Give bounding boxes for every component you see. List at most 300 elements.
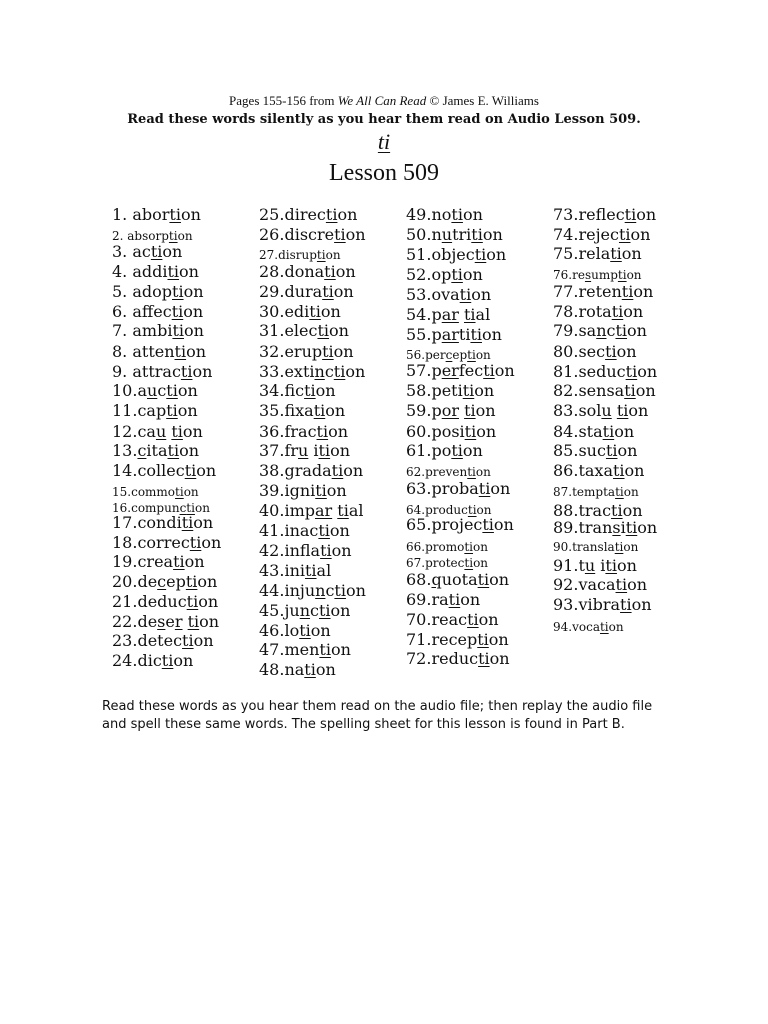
word-segment: on [489, 570, 510, 589]
phonogram-mark: ti [451, 265, 463, 284]
word-item [112, 632, 214, 650]
phonogram-mark: ti [482, 515, 494, 534]
phonogram-mark: ti [471, 225, 483, 244]
phonogram-mark: ti [614, 540, 624, 554]
word-segment: on [194, 501, 210, 515]
word-segment: c [324, 362, 334, 381]
word-segment: produc [425, 503, 468, 517]
word-segment: reac [431, 610, 468, 629]
phonogram-mark: ti [605, 441, 618, 460]
word-segment: on [320, 302, 341, 321]
word-item [112, 206, 201, 224]
word-item [553, 245, 642, 263]
word-segment: on [192, 362, 213, 381]
word-segment: proba [431, 479, 479, 498]
word-segment: sta [578, 422, 603, 441]
word-segment: on [180, 205, 201, 224]
word-segment: a [137, 381, 147, 400]
word-item [553, 226, 650, 244]
word-segment: fr [284, 441, 299, 460]
word-item [406, 206, 483, 224]
word-item [112, 613, 219, 631]
word-segment: on [476, 503, 492, 517]
word-item [259, 661, 336, 679]
word-item [112, 322, 204, 340]
word-segment: on [330, 640, 351, 659]
phonogram-mark: n [596, 321, 607, 340]
phonogram-mark: s [612, 518, 621, 537]
phonogram-mark: ti [605, 556, 617, 575]
instruction-heading: Read these words silently as you hear them read on Audio Lesson 509. [127, 112, 641, 127]
word-segment: taxa [578, 461, 613, 480]
word-number: 64. [406, 503, 426, 517]
word-segment: discre [284, 225, 335, 244]
phonogram-mark: ti [299, 621, 311, 640]
word-number: 94. [553, 620, 573, 634]
phonogram-mark: ti [624, 381, 636, 400]
word-segment: on [482, 225, 503, 244]
word-segment: on [486, 245, 507, 264]
word-segment: vibra [578, 595, 621, 614]
word-number: 84. [553, 422, 579, 441]
word-number: 82. [553, 381, 579, 400]
word-segment: on [345, 581, 366, 600]
phonogram-mark: s [584, 268, 592, 282]
word-item [259, 283, 354, 301]
word-number: 69. [406, 590, 432, 609]
word-number: 56. [406, 348, 426, 362]
word-segment: sec [578, 342, 606, 361]
word-item [553, 485, 639, 499]
word-segment: on [197, 572, 218, 591]
word-item [553, 462, 644, 480]
word-item [112, 485, 199, 499]
phonogram-mark: n [315, 581, 326, 600]
word-segment: on [489, 649, 510, 668]
word-segment: on [201, 533, 222, 552]
phonogram-mark: ti [610, 244, 622, 263]
phonogram-mark: ti [477, 570, 490, 589]
word-number: 66. [406, 540, 426, 554]
phonogram-mark: ti [464, 540, 474, 554]
word-segment: on [473, 556, 489, 570]
phonogram-mark: ti [467, 348, 476, 362]
book-title: We All Can Read [337, 93, 427, 108]
word-number: 92. [553, 575, 579, 594]
word-item [112, 593, 218, 611]
word-item [406, 382, 494, 400]
word-segment: on [337, 205, 358, 224]
word-segment: on [488, 630, 509, 649]
phonogram-mark: ti [448, 590, 461, 609]
word-number: 19. [112, 552, 138, 571]
word-segment: i [620, 518, 626, 537]
word-item [406, 611, 499, 629]
word-segment: on [310, 621, 331, 640]
word-segment: on [493, 515, 514, 534]
word-number: 70. [406, 610, 432, 629]
word-item [259, 343, 354, 361]
word-segment: rela [578, 244, 611, 263]
word-item [259, 363, 365, 381]
word-item [112, 229, 193, 243]
word-segment: trac [578, 501, 612, 520]
word-segment: i [308, 441, 319, 460]
word-segment: on [193, 631, 214, 650]
phonogram-mark: ti [185, 572, 198, 591]
word-segment: objec [431, 245, 475, 264]
word-item [112, 402, 198, 420]
word-segment: on [460, 590, 481, 609]
phonogram-mark: ti [318, 441, 331, 460]
word-item [406, 266, 483, 284]
word-segment: edi [284, 302, 310, 321]
word-segment: al [348, 501, 364, 520]
word-segment: p [431, 325, 442, 344]
word-segment: direc [284, 205, 326, 224]
word-segment: atten [132, 342, 175, 361]
word-item [406, 362, 515, 380]
word-segment: disrup [278, 248, 317, 262]
footer-instructions [102, 698, 682, 734]
word-number: 16. [112, 501, 132, 515]
word-segment: c [310, 601, 319, 620]
word-segment: on [631, 595, 652, 614]
phonogram-mark: ti [464, 556, 474, 570]
word-segment: p [431, 305, 442, 324]
word-number: 47. [259, 640, 285, 659]
phonogram-mark: n [299, 601, 311, 620]
word-item [259, 382, 336, 400]
word-segment: preven [425, 465, 468, 479]
word-item [406, 306, 490, 324]
word-item [259, 641, 351, 659]
phonogram-mark: ti [180, 362, 193, 381]
word-number: 86. [553, 461, 579, 480]
word-segment: on [608, 620, 624, 634]
word-segment: on [330, 601, 351, 620]
word-segment: on [636, 205, 657, 224]
word-segment: affec [132, 302, 172, 321]
word-segment: lo [284, 621, 300, 640]
word-segment: on [315, 381, 336, 400]
word-number: 32. [259, 342, 285, 361]
word-segment: on [177, 381, 198, 400]
word-number: 10. [112, 381, 138, 400]
word-number: 41. [259, 521, 285, 540]
word-segment: fic [284, 381, 305, 400]
word-number: 8. [112, 342, 128, 361]
word-number: 93. [553, 595, 579, 614]
word-number: 37. [259, 441, 285, 460]
word-item [259, 522, 350, 540]
word-item [406, 348, 491, 362]
phonogram-mark: ti [316, 248, 326, 262]
word-item [553, 343, 637, 361]
word-item [406, 226, 503, 244]
word-number: 9. [112, 362, 128, 381]
word-item [406, 591, 480, 609]
source-prefix: Pages 155-156 from [229, 93, 338, 108]
word-number: 57. [406, 361, 432, 380]
phonogram-mark: u [601, 401, 612, 420]
word-number: 80. [553, 342, 579, 361]
word-segment: on [628, 401, 649, 420]
phonogram-mark: ti [599, 620, 609, 634]
word-number: 3. [112, 242, 128, 261]
phonogram-mark: ti [621, 282, 634, 301]
word-segment: on [635, 381, 656, 400]
word-segment: addi [132, 262, 168, 281]
word-item [112, 283, 204, 301]
word-segment: on [627, 321, 647, 340]
phonogram-mark: ti [309, 302, 321, 321]
word-item [259, 423, 348, 441]
word-segment: imp [284, 501, 315, 520]
word-number: 88. [553, 501, 579, 520]
phonogram-mark: ti [168, 229, 178, 243]
phonogram-mark: ti [171, 422, 183, 441]
phonogram-mark: u [584, 556, 596, 575]
word-segment: on [199, 612, 220, 631]
word-segment: t [578, 556, 585, 575]
word-item [553, 363, 657, 381]
word-item [553, 268, 642, 282]
word-segment: on [623, 302, 644, 321]
phonogram-mark: ti [451, 441, 463, 460]
word-segment: on [182, 422, 203, 441]
word-number: 87. [553, 485, 573, 499]
phonogram-mark: u [147, 381, 158, 400]
word-segment: on [481, 325, 502, 344]
word-item [406, 442, 483, 460]
word-segment: reduc [431, 649, 479, 668]
phonogram-mark: ti [474, 245, 487, 264]
word-segment: re [572, 268, 585, 282]
word-number: 49. [406, 205, 432, 224]
source-citation [0, 93, 768, 109]
word-item [112, 573, 217, 591]
word-segment: infla [284, 541, 321, 560]
word-number: 42. [259, 541, 285, 560]
word-segment: on [616, 342, 637, 361]
phonogram-mark: ti [181, 513, 194, 532]
word-item [406, 286, 491, 304]
phonogram-mark: ti [316, 422, 329, 441]
word-number: 89. [553, 518, 579, 537]
word-number: 40. [259, 501, 285, 520]
word-number: 38. [259, 461, 285, 480]
word-segment: op [431, 265, 452, 284]
word-segment: on [179, 262, 199, 281]
word-segment: on [330, 441, 351, 460]
phonogram-mark: ti [602, 422, 615, 441]
word-segment: on [616, 556, 637, 575]
phonogram-mark: ti [325, 205, 338, 224]
word-item [259, 322, 349, 340]
word-item [406, 631, 509, 649]
word-item [553, 596, 652, 614]
word-number: 13. [112, 441, 138, 460]
phonogram-mark: n [314, 362, 325, 381]
word-number: 12. [112, 422, 138, 441]
word-segment: detec [137, 631, 183, 650]
word-item [259, 402, 345, 420]
word-number: 83. [553, 401, 579, 420]
phonogram-mark: ti [625, 362, 638, 381]
phonogram-mark: ti [150, 242, 163, 261]
word-segment: on [315, 660, 336, 679]
phonogram-mark: ti [169, 205, 181, 224]
word-number: 43. [259, 561, 285, 580]
word-segment: on [177, 401, 198, 420]
word-number: 61. [406, 441, 432, 460]
phonogram-mark: ti [615, 485, 624, 499]
word-number: 77. [553, 282, 579, 301]
word-segment: on [345, 225, 366, 244]
phonogram-mark: ti [462, 381, 475, 400]
word-number: 24. [112, 651, 138, 670]
word-segment: on [623, 540, 639, 554]
word-number: 15. [112, 485, 132, 499]
word-number: 52. [406, 265, 432, 284]
word-item [112, 514, 213, 532]
word-segment: erup [284, 342, 323, 361]
word-segment: i [595, 556, 606, 575]
phonogram-mark: ti [334, 581, 346, 600]
word-segment: on [179, 441, 199, 460]
word-item [259, 502, 363, 520]
phonogram-mark: ti [172, 282, 184, 301]
word-segment: protec [425, 556, 465, 570]
word-segment: rejec [578, 225, 619, 244]
phonogram-mark: ti [612, 461, 625, 480]
phonogram-mark: ti [167, 262, 180, 281]
word-segment: on [162, 242, 183, 261]
phonogram-mark: ti [478, 479, 491, 498]
word-segment: po [431, 441, 452, 460]
word-segment: on [490, 479, 511, 498]
word-segment: fec [458, 361, 484, 380]
word-segment: projec [431, 515, 483, 534]
word-number: 79. [553, 321, 579, 340]
word-segment: reflec [578, 205, 625, 224]
word-segment: igni [284, 481, 316, 500]
phonogram-mark: ti [167, 441, 180, 460]
word-segment: on [621, 244, 642, 263]
word-segment: on [333, 342, 354, 361]
word-number: 81. [553, 362, 579, 381]
word-segment: on [183, 321, 204, 340]
word-segment: on [345, 362, 366, 381]
phonogram-mark: c [157, 572, 167, 591]
word-item [259, 226, 366, 244]
word-segment: on [183, 282, 204, 301]
word-number: 25. [259, 205, 285, 224]
word-segment: dona [284, 262, 325, 281]
word-segment: na [284, 660, 305, 679]
phonogram-mark: ti [182, 631, 194, 650]
word-segment: condi [137, 513, 182, 532]
phonogram-mark: ti [319, 601, 331, 620]
word-item [259, 602, 350, 620]
word-segment: on [193, 513, 214, 532]
word-segment: inju [284, 581, 316, 600]
phonogram-mark: ti [464, 401, 476, 420]
word-item [259, 542, 352, 560]
word-number: 44. [259, 581, 285, 600]
word-number: 46. [259, 621, 285, 640]
phonogram-mark: ti [174, 342, 187, 361]
word-number: 30. [259, 302, 285, 321]
phonogram-mark: er [441, 361, 459, 380]
word-segment: ova [431, 285, 460, 304]
word-number: 72. [406, 649, 432, 668]
phonogram-mark: r [174, 612, 183, 631]
word-segment: al [316, 561, 332, 580]
phonogram-mark: ti [317, 321, 330, 340]
word-segment: on [196, 461, 217, 480]
word-segment: posi [431, 422, 465, 441]
phonogram-mark: ti [611, 501, 623, 520]
word-number: 73. [553, 205, 579, 224]
phonogram-mark: ti [322, 282, 334, 301]
word-item [553, 620, 624, 634]
phonogram-mark: ar [441, 325, 459, 344]
word-segment: on [475, 465, 491, 479]
phonogram-mark: ti [186, 501, 195, 515]
word-segment: tri [452, 225, 472, 244]
phonogram-mark: or [441, 401, 459, 420]
word-number: 54. [406, 305, 432, 324]
word-segment: dura [284, 282, 323, 301]
word-item [406, 571, 509, 589]
phonogram-mark: ti [322, 342, 334, 361]
word-number: 20. [112, 572, 138, 591]
word-segment: crea [137, 552, 174, 571]
phonogram-mark: ti [624, 205, 637, 224]
phonogram-mark: ti [616, 401, 629, 420]
phonogram-mark: c [179, 501, 187, 515]
word-item [406, 326, 502, 344]
word-number: 59. [406, 401, 432, 420]
word-segment: on [329, 321, 349, 340]
phonogram-mark: ti [173, 552, 185, 571]
word-segment: on [333, 282, 354, 301]
word-segment: tempta [572, 485, 616, 499]
word-segment: grada [284, 461, 332, 480]
word-segment: on [627, 575, 648, 594]
word-item [112, 534, 221, 552]
word-number: 4. [112, 262, 128, 281]
word-segment: on [462, 265, 483, 284]
word-segment: on [637, 362, 658, 381]
word-item [259, 562, 331, 580]
word-item [406, 246, 506, 264]
word-segment: on [177, 229, 193, 243]
word-segment: on [494, 361, 515, 380]
word-number: 17. [112, 513, 138, 532]
word-segment: commo [131, 485, 176, 499]
phonogram-mark: ti [467, 503, 477, 517]
word-item [112, 553, 205, 571]
phonogram-mark: ti [337, 501, 349, 520]
word-segment: on [183, 302, 204, 321]
word-segment: exti [284, 362, 315, 381]
word-number: 90. [553, 540, 573, 554]
word-segment: de [137, 572, 158, 591]
phonogram-mark: ti [189, 533, 202, 552]
